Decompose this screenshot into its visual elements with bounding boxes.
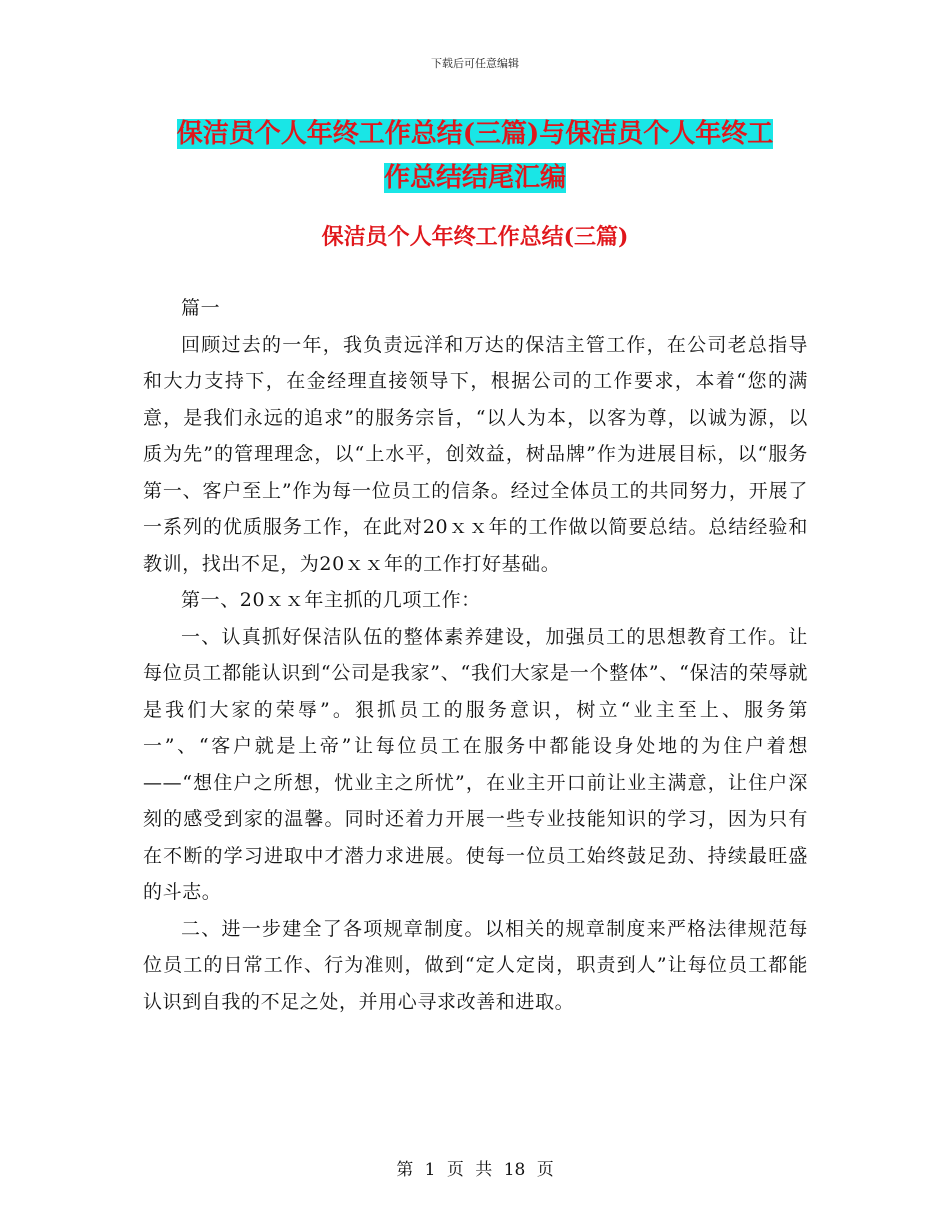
- document-body: [143, 290, 808, 1020]
- document-title: [145, 112, 805, 200]
- paragraph: 回顾过去的一年，我负责远洋和万达的保洁主管工作，在公司老总指导和大力支持下，在金经理直接领导下，根据公司的工作要求，本着“您的满意，是我们永远的追求”的服务宗旨，“以人为本，以客为尊，以诚为源，以质为先”的管理理念，以“上水平，创效益，树品牌”作为进展目标，以“服务第一、客户至上”作为每一位员工的信条。经过全体员工的共同努力，开展了一系列的优质服务工作，在此对20ｘｘ年的工作做以简要总结。总结经验和教训，找出不足，为20ｘｘ年的工作打好基础。: [143, 333, 808, 575]
- page-header: 下载后可任意编辑: [431, 57, 519, 70]
- paragraph-heading: 篇一: [181, 297, 221, 319]
- title-line-1: 保洁员个人年终工作总结(三篇)与保洁员个人年终工: [176, 119, 774, 149]
- paragraph: 第一、20ｘｘ年主抓的几项工作：: [181, 589, 481, 611]
- section-title: 保洁员个人年终工作总结(三篇): [321, 224, 629, 250]
- paragraph: 二、进一步建全了各项规章制度。以相关的规章制度来严格法律规范每位员工的日常工作、行为准则，做到“定人定岗，职责到人”让每位员工都能认识到自我的不足之处，并用心寻求改善和进取。: [143, 917, 808, 1013]
- title-line-2: 作总结结尾汇编: [383, 163, 566, 193]
- paragraph: 一、认真抓好保洁队伍的整体素养建设，加强员工的思想教育工作。让每位员工都能认识到“公司是我家”、“我们大家是一个整体”、“保洁的荣辱就是我们大家的荣辱”。狠抓员工的服务意识，树立“业主至上、服务第一”、“客户就是上帝”让每位员工在服务中都能设身处地的为住户着想——“想住户之所想，忧业主之所忧”，在业主开口前让业主满意，让住户深刻的感受到家的温馨。同时还着力开展一些专业技能知识的学习，因为只有在不断的学习进取中才潜力求进展。使每一位员工始终鼓足劲、持续最旺盛的斗志。: [143, 625, 808, 903]
- page-footer: 第 1 页 共 18 页: [396, 1160, 554, 1180]
